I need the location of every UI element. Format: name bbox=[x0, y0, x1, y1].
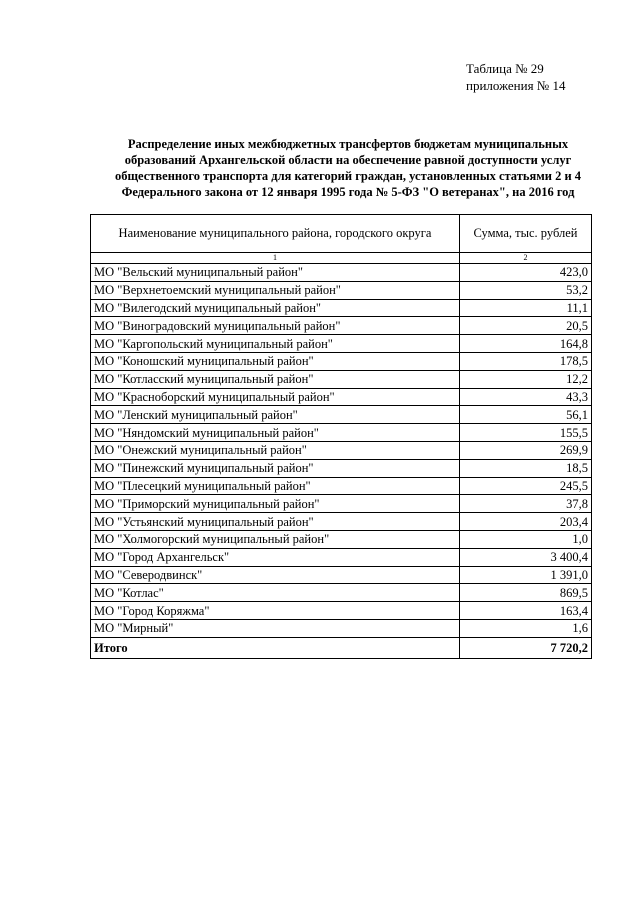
title-line: Федерального закона от 12 января 1995 года № 5-ФЗ "О ветеранах", на 2016 год bbox=[121, 185, 575, 199]
table-number: Таблица № 29 bbox=[466, 61, 544, 76]
municipality-name: МО "Холмогорский муниципальный район" bbox=[91, 530, 460, 548]
municipality-name: МО "Верхнетоемский муниципальный район" bbox=[91, 281, 460, 299]
municipality-sum: 43,3 bbox=[460, 388, 592, 406]
table-row bbox=[91, 264, 592, 282]
table-row bbox=[91, 530, 592, 548]
municipality-sum: 1 391,0 bbox=[460, 566, 592, 584]
municipality-name: МО "Котласский муниципальный район" bbox=[91, 370, 460, 388]
appendix-number: приложения № 14 bbox=[466, 78, 566, 93]
table-row bbox=[91, 619, 592, 637]
municipality-name: МО "Приморский муниципальный район" bbox=[91, 495, 460, 513]
municipality-sum: 3 400,4 bbox=[460, 548, 592, 566]
municipality-name: МО "Город Коряжма" bbox=[91, 602, 460, 620]
municipality-sum: 56,1 bbox=[460, 406, 592, 424]
table-row bbox=[91, 317, 592, 335]
document-title bbox=[100, 136, 596, 200]
table-row bbox=[91, 299, 592, 317]
municipality-name: МО "Северодвинск" bbox=[91, 566, 460, 584]
municipality-sum: 12,2 bbox=[460, 370, 592, 388]
municipality-sum: 20,5 bbox=[460, 317, 592, 335]
municipality-sum: 11,1 bbox=[460, 299, 592, 317]
municipality-sum: 163,4 bbox=[460, 602, 592, 620]
municipality-name: МО "Вилегодский муниципальный район" bbox=[91, 299, 460, 317]
table-row bbox=[91, 602, 592, 620]
total-row bbox=[91, 637, 592, 658]
municipality-sum: 423,0 bbox=[460, 264, 592, 282]
table-row bbox=[91, 352, 592, 370]
table-row bbox=[91, 566, 592, 584]
municipality-sum: 155,5 bbox=[460, 424, 592, 442]
municipality-name: МО "Город Архангельск" bbox=[91, 548, 460, 566]
table-row bbox=[91, 335, 592, 353]
table-row bbox=[91, 513, 592, 531]
municipality-name: МО "Каргопольский муниципальный район" bbox=[91, 335, 460, 353]
municipality-name: МО "Вельский муниципальный район" bbox=[91, 264, 460, 282]
municipality-sum: 53,2 bbox=[460, 281, 592, 299]
municipality-name: МО "Няндомский муниципальный район" bbox=[91, 424, 460, 442]
municipality-name: МО "Котлас" bbox=[91, 584, 460, 602]
table-reference bbox=[466, 60, 565, 94]
title-line: общественного транспорта для категорий граждан, установленных статьями 2 и 4 bbox=[114, 169, 582, 183]
table-row bbox=[91, 477, 592, 495]
table-row bbox=[91, 370, 592, 388]
municipality-name: МО "Мирный" bbox=[91, 619, 460, 637]
municipality-sum: 203,4 bbox=[460, 513, 592, 531]
column-number-row bbox=[91, 253, 592, 264]
column-number: 1 bbox=[91, 253, 460, 264]
municipality-sum: 1,0 bbox=[460, 530, 592, 548]
municipality-sum: 18,5 bbox=[460, 459, 592, 477]
distribution-table bbox=[90, 214, 592, 659]
title-line: образований Архангельской области на обеспечение равной доступности услуг bbox=[124, 153, 572, 167]
table-row bbox=[91, 424, 592, 442]
total-label: Итого bbox=[91, 637, 460, 658]
column-header-sum: Сумма, тыс. рублей bbox=[460, 215, 592, 253]
municipality-name: МО "Красноборский муниципальный район" bbox=[91, 388, 460, 406]
total-sum: 7 720,2 bbox=[460, 637, 592, 658]
municipality-name: МО "Плесецкий муниципальный район" bbox=[91, 477, 460, 495]
table-row bbox=[91, 281, 592, 299]
municipality-sum: 869,5 bbox=[460, 584, 592, 602]
municipality-sum: 1,6 bbox=[460, 619, 592, 637]
table-row bbox=[91, 495, 592, 513]
municipality-name: МО "Коношский муниципальный район" bbox=[91, 352, 460, 370]
municipality-name: МО "Пинежский муниципальный район" bbox=[91, 459, 460, 477]
municipality-sum: 269,9 bbox=[460, 441, 592, 459]
municipality-sum: 37,8 bbox=[460, 495, 592, 513]
table-row bbox=[91, 459, 592, 477]
column-number: 2 bbox=[460, 253, 592, 264]
municipality-sum: 245,5 bbox=[460, 477, 592, 495]
title-line: Распределение иных межбюджетных трансфертов бюджетам муниципальных bbox=[127, 137, 569, 151]
table-row bbox=[91, 388, 592, 406]
column-header-name: Наименование муниципального района, городского округа bbox=[91, 215, 460, 253]
municipality-name: МО "Виноградовский муниципальный район" bbox=[91, 317, 460, 335]
municipality-name: МО "Онежский муниципальный район" bbox=[91, 441, 460, 459]
table-header-row bbox=[91, 215, 592, 253]
municipality-sum: 164,8 bbox=[460, 335, 592, 353]
table-row bbox=[91, 548, 592, 566]
table-row bbox=[91, 441, 592, 459]
table-row bbox=[91, 406, 592, 424]
municipality-sum: 178,5 bbox=[460, 352, 592, 370]
municipality-name: МО "Ленский муниципальный район" bbox=[91, 406, 460, 424]
municipality-name: МО "Устьянский муниципальный район" bbox=[91, 513, 460, 531]
table-row bbox=[91, 584, 592, 602]
